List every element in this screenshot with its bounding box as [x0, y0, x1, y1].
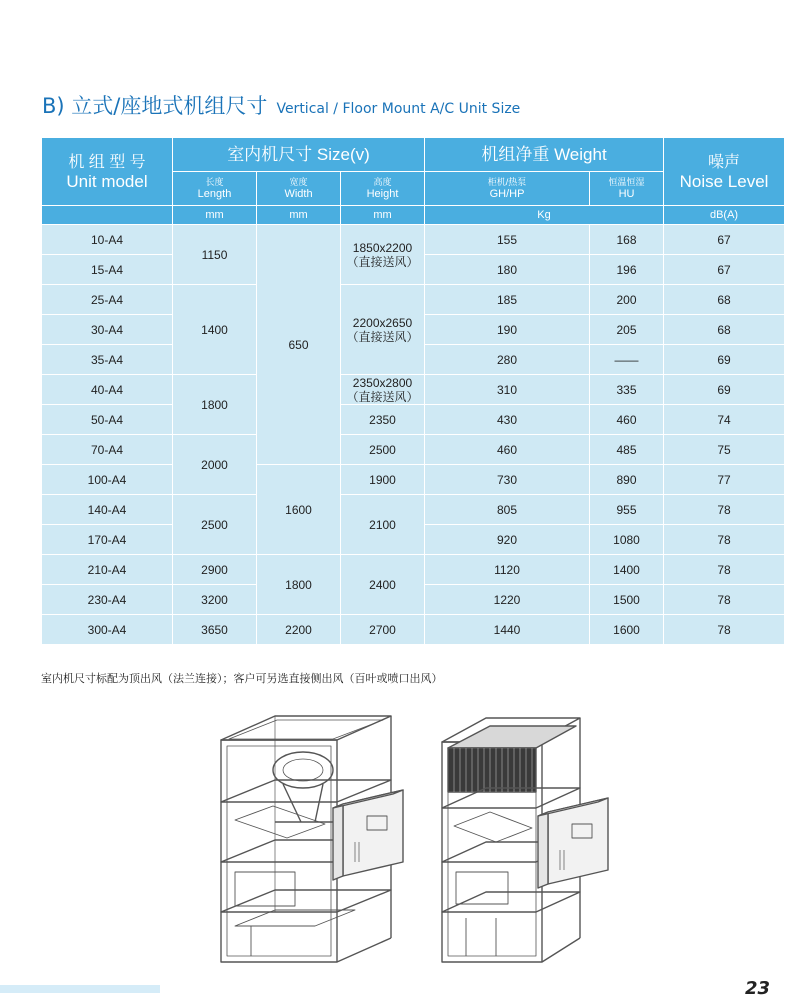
weight-ghhp-cell: 1220 [425, 585, 590, 615]
weight-hu-cell: 1500 [590, 585, 664, 615]
unit-noise: dB(A) [664, 206, 785, 225]
weight-ghhp-cell: 805 [425, 495, 590, 525]
width-cell: 1800 [257, 555, 341, 615]
decorative-bar [0, 985, 160, 993]
unit-illustration-open-frame [215, 712, 415, 974]
header-length-en: Length [197, 188, 232, 200]
weight-hu-cell: 955 [590, 495, 664, 525]
height-value: 2200x2650 [352, 315, 413, 330]
height-value: 2350x2800 [352, 375, 413, 390]
model-cell: 50-A4 [42, 405, 173, 435]
height-note: （直接送风） [346, 389, 419, 404]
length-cell: 2900 [173, 555, 257, 585]
header-width-zh: 宽度 [289, 177, 308, 187]
section-title [42, 90, 520, 120]
noise-cell: 69 [664, 345, 785, 375]
weight-ghhp-cell: 430 [425, 405, 590, 435]
table-row [42, 285, 785, 315]
header-noise [664, 138, 785, 206]
table-row [42, 555, 785, 585]
noise-cell: 67 [664, 225, 785, 255]
header-width [257, 172, 341, 206]
width-cell: 1600 [257, 465, 341, 555]
length-cell: 3200 [173, 585, 257, 615]
header-hu-en: HU [618, 188, 635, 200]
table-row [42, 435, 785, 465]
length-cell: 1400 [173, 285, 257, 375]
model-cell: 35-A4 [42, 345, 173, 375]
table-row [42, 375, 785, 405]
unit-cell-empty [42, 206, 173, 225]
length-cell: 1800 [173, 375, 257, 435]
page-number: 23 [744, 978, 770, 999]
height-note: （直接送风） [346, 254, 419, 269]
noise-cell: 69 [664, 375, 785, 405]
noise-cell: 68 [664, 315, 785, 345]
weight-hu-cell: 196 [590, 255, 664, 285]
model-cell: 10-A4 [42, 225, 173, 255]
unit-size-table [41, 137, 785, 645]
table-row [42, 495, 785, 525]
weight-hu-cell: 1600 [590, 615, 664, 645]
height-note: （直接送风） [346, 329, 419, 344]
unit-weight: Kg [425, 206, 664, 225]
weight-ghhp-cell: 155 [425, 225, 590, 255]
noise-cell: 78 [664, 585, 785, 615]
unit-height: mm [341, 206, 425, 225]
noise-cell: 68 [664, 285, 785, 315]
weight-ghhp-cell: 730 [425, 465, 590, 495]
weight-hu-cell: 168 [590, 225, 664, 255]
table-row [42, 615, 785, 645]
weight-hu-cell: 485 [590, 435, 664, 465]
weight-ghhp-cell: 190 [425, 315, 590, 345]
model-cell: 230-A4 [42, 585, 173, 615]
weight-hu-cell: 1080 [590, 525, 664, 555]
noise-cell: 78 [664, 615, 785, 645]
weight-ghhp-cell: 1120 [425, 555, 590, 585]
header-height-zh: 高度 [373, 177, 392, 187]
length-cell: 2500 [173, 495, 257, 555]
height-cell: 2100 [341, 495, 425, 555]
weight-ghhp-cell: 460 [425, 435, 590, 465]
table-row [42, 225, 785, 255]
unit-illustration-louvre [436, 712, 626, 974]
height-value: 1850x2200 [352, 240, 413, 255]
noise-cell: 78 [664, 495, 785, 525]
weight-ghhp-cell: 185 [425, 285, 590, 315]
model-cell: 210-A4 [42, 555, 173, 585]
header-length-zh: 长度 [205, 177, 224, 187]
unit-width: mm [257, 206, 341, 225]
model-cell: 25-A4 [42, 285, 173, 315]
model-cell: 15-A4 [42, 255, 173, 285]
header-height-en: Height [366, 188, 399, 200]
section-title-en: Vertical / Floor Mount A/C Unit Size [276, 101, 521, 117]
header-unit-model [42, 138, 173, 206]
model-cell: 30-A4 [42, 315, 173, 345]
header-hu [590, 172, 664, 206]
footnote: 室内机尺寸标配为顶出风（法兰连接）；客户可另选直接侧出风（百叶或喷口出风） [41, 672, 443, 685]
length-cell: 2000 [173, 435, 257, 495]
weight-ghhp-cell: 1440 [425, 615, 590, 645]
length-cell: 1150 [173, 225, 257, 285]
height-cell [341, 375, 425, 405]
weight-ghhp-cell: 920 [425, 525, 590, 555]
weight-ghhp-cell: 280 [425, 345, 590, 375]
width-cell: 650 [257, 225, 341, 465]
weight-ghhp-cell: 180 [425, 255, 590, 285]
header-ghhp-en: GH/HP [489, 188, 525, 200]
noise-cell: 78 [664, 555, 785, 585]
noise-cell: 67 [664, 255, 785, 285]
header-noise-en: Noise Level [679, 171, 769, 191]
weight-hu-cell: 460 [590, 405, 664, 435]
noise-cell: 77 [664, 465, 785, 495]
width-cell: 2200 [257, 615, 341, 645]
height-cell: 1900 [341, 465, 425, 495]
height-cell: 2700 [341, 615, 425, 645]
unit-length: mm [173, 206, 257, 225]
model-cell: 40-A4 [42, 375, 173, 405]
height-cell [341, 285, 425, 375]
header-ghhp-zh: 柜机/热泵 [487, 177, 527, 187]
model-cell: 140-A4 [42, 495, 173, 525]
length-cell: 3650 [173, 615, 257, 645]
weight-hu-cell: 205 [590, 315, 664, 345]
weight-hu-cell: 890 [590, 465, 664, 495]
section-title-zh: B) 立式/座地式机组尺寸 [42, 94, 268, 118]
header-ghhp [425, 172, 590, 206]
table-row [42, 465, 785, 495]
weight-hu-cell: 1400 [590, 555, 664, 585]
model-cell: 300-A4 [42, 615, 173, 645]
header-noise-zh: 噪声 [708, 153, 741, 171]
header-hu-zh: 恒温恒湿 [608, 177, 645, 187]
header-model-en: Unit model [66, 171, 148, 191]
header-size: 室内机尺寸 Size(v) [173, 138, 425, 172]
weight-hu-cell: —— [590, 345, 664, 375]
weight-hu-cell: 335 [590, 375, 664, 405]
height-cell: 2350 [341, 405, 425, 435]
model-cell: 170-A4 [42, 525, 173, 555]
weight-ghhp-cell: 310 [425, 375, 590, 405]
height-cell [341, 225, 425, 285]
model-cell: 100-A4 [42, 465, 173, 495]
weight-hu-cell: 200 [590, 285, 664, 315]
header-length [173, 172, 257, 206]
header-height [341, 172, 425, 206]
header-model-zh: 机 组 型 号 [68, 153, 146, 171]
model-cell: 70-A4 [42, 435, 173, 465]
header-width-en: Width [284, 188, 313, 200]
noise-cell: 75 [664, 435, 785, 465]
noise-cell: 78 [664, 525, 785, 555]
table-row [42, 405, 785, 435]
noise-cell: 74 [664, 405, 785, 435]
height-cell: 2500 [341, 435, 425, 465]
height-cell: 2400 [341, 555, 425, 615]
header-weight: 机组净重 Weight [425, 138, 664, 172]
